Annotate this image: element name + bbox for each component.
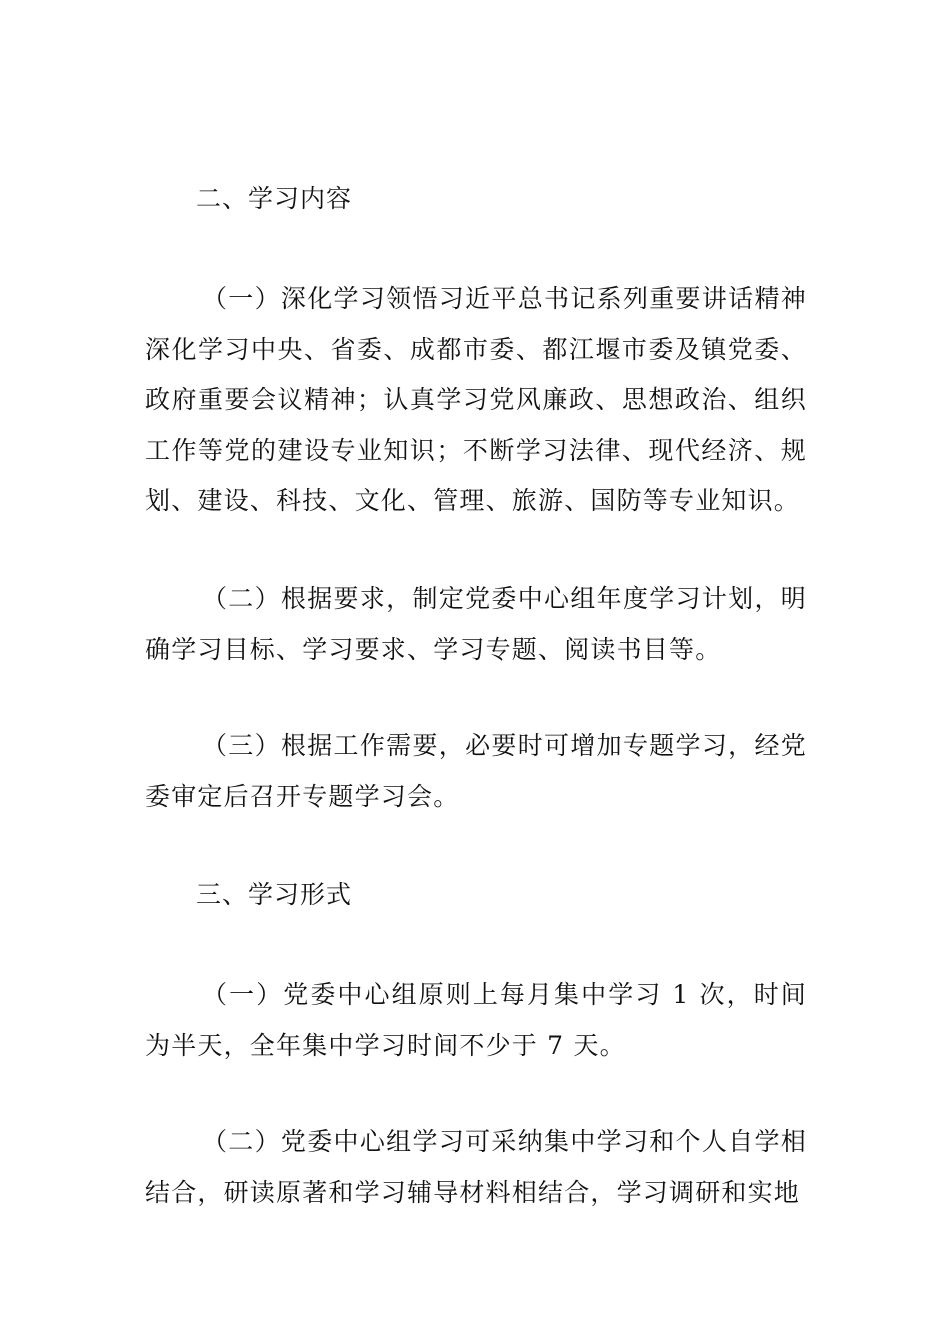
paragraph-form-1: （一）党委中心组原则上每月集中学习 1 次，时间为半天，全年集中学习时间不少于 7 天。 [145,980,807,1060]
paragraph-content-2: （二）根据要求，制定党委中心组年度学习计划，明确学习目标、学习要求、学习专题、阅读书目等。 [145,584,807,664]
section-heading-learning-content: 二、学习内容 [196,184,353,213]
paragraph-content-1: （一）深化学习领悟习近平总书记系列重要讲话精神深化学习中央、省委、成都市委、都江堰市委及镇党委、政府重要会议精神；认真学习党风廉政、思想政治、组织工作等党的建设专业知识；不断学习法律、现代经济、规划、建设、科技、文化、管理、旅游、国防等专业知识。 [145,284,807,515]
paragraph-form-2: （二）党委中心组学习可采纳集中学习和个人自学相结合，研读原著和学习辅导材料相结合，学习调研和实地 [145,1127,807,1207]
paragraph-content-3: （三）根据工作需要，必要时可增加专题学习，经党委审定后召开专题学习会。 [145,731,807,811]
section-heading-learning-form: 三、学习形式 [196,880,353,909]
